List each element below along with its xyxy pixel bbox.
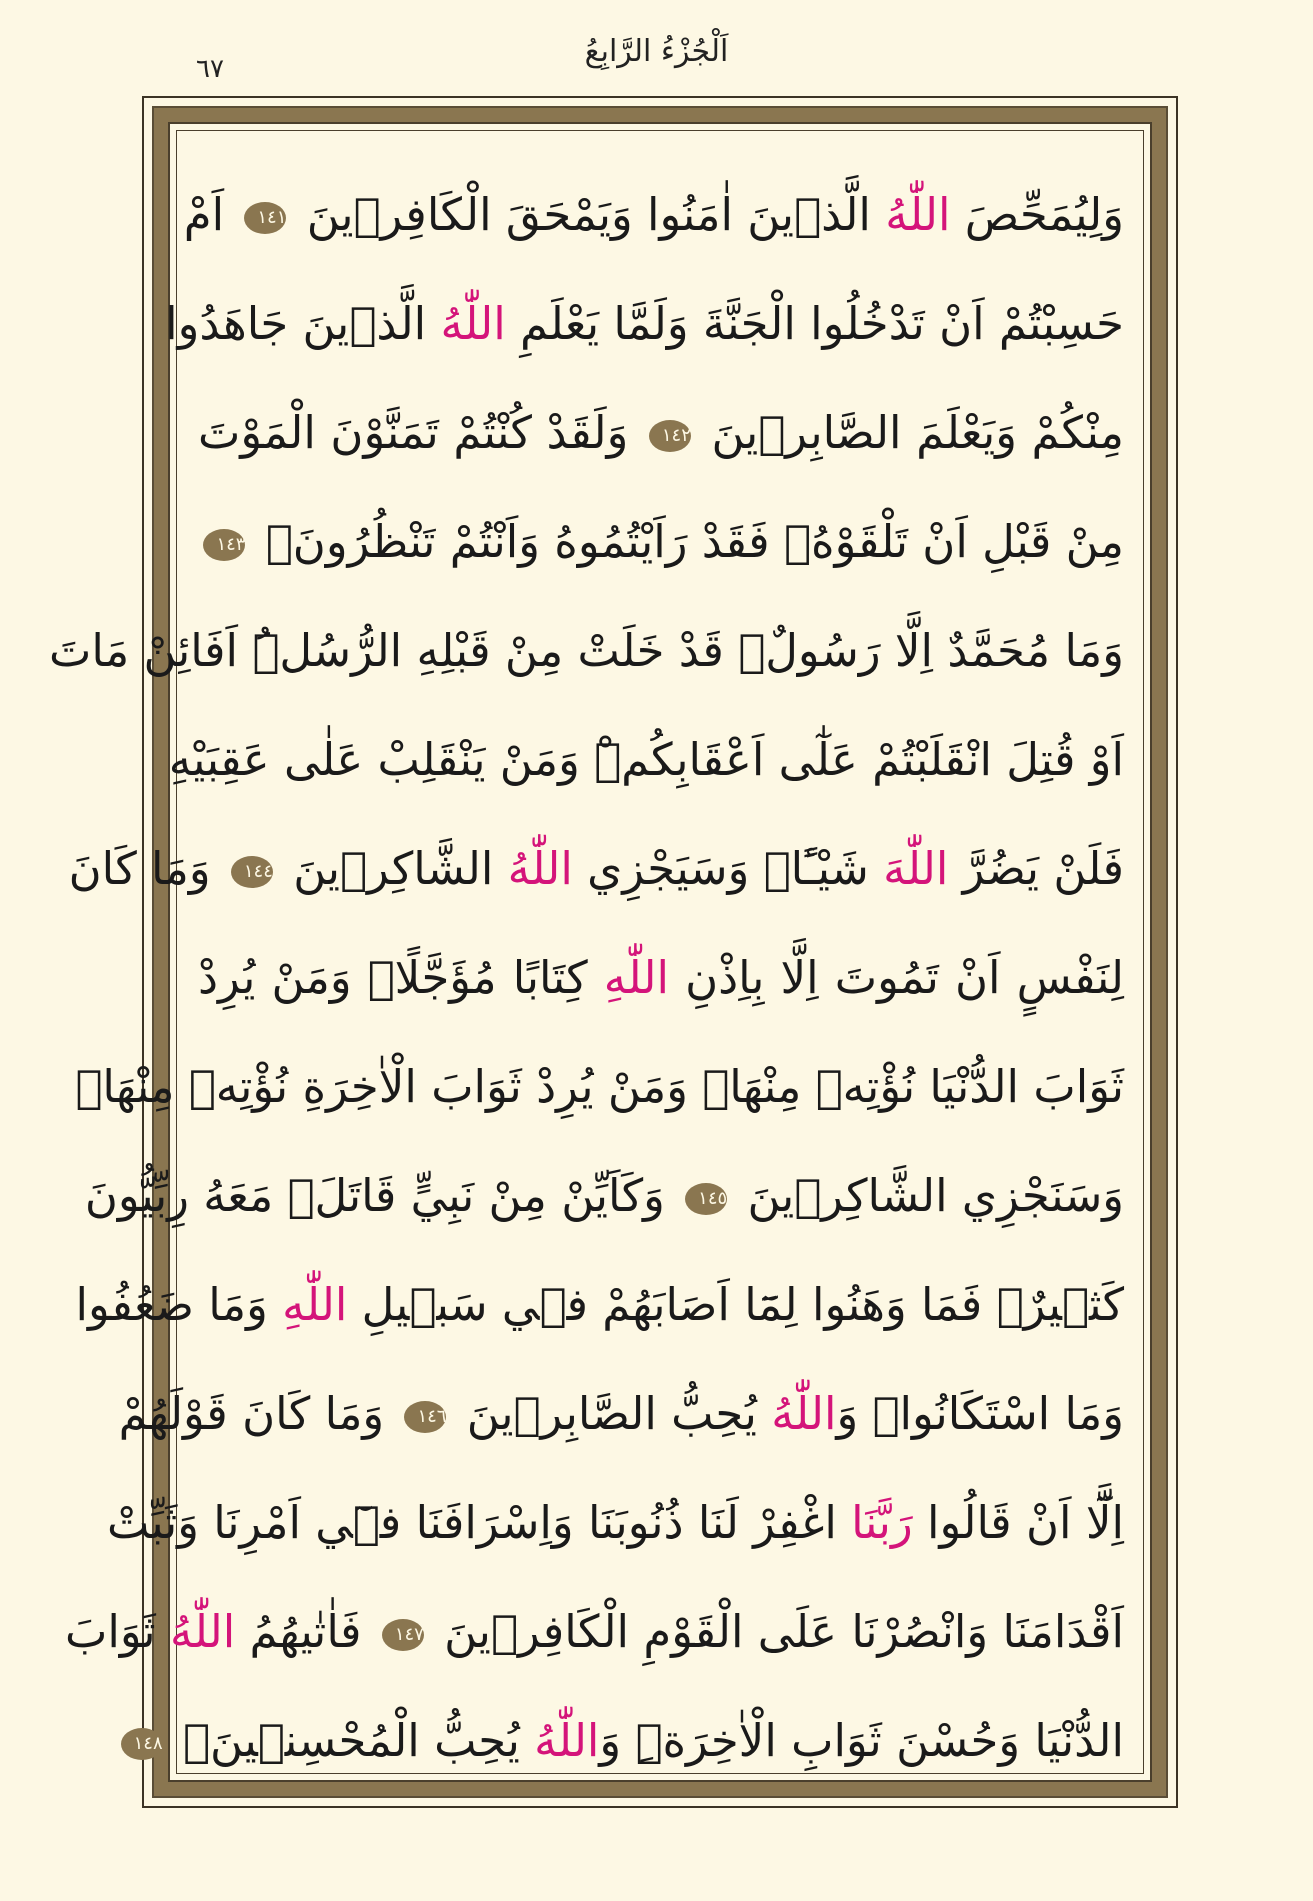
- verse-text: وَلَقَدْ كُنْتُمْ تَمَنَّوْنَ الْمَوْتَ: [198, 406, 643, 459]
- verse-text: مِنْ قَبْلِ اَنْ تَلْقَوْهُۖ فَقَدْ رَاَيْتُمُوهُ وَاَنْتُمْ تَنْظُرُونَ۟: [251, 515, 1124, 568]
- divine-name-highlight: رَبَّنَا: [851, 1496, 913, 1549]
- ayah-number-marker: ١٤٥: [685, 1183, 727, 1215]
- divine-name-highlight: اللّٰهَ: [883, 842, 949, 895]
- verse-text: اَقْدَامَنَا وَانْصُرْنَا عَلَى الْقَوْمِ الْكَافِر۪ينَ: [429, 1605, 1124, 1658]
- divine-name-highlight: اللّٰهُ: [507, 842, 573, 895]
- verse-text: وَمَا مُحَمَّدٌ اِلَّا رَسُولٌۚ قَدْ خَلَتْ مِنْ قَبْلِهِ الرُّسُلُۜ اَفَائِنْ مَاتَ: [49, 624, 1124, 677]
- divine-name-highlight: اللّٰهُ: [885, 188, 951, 241]
- text-line: [84, 1141, 1124, 1251]
- ayah-number-marker: ١٤٣: [203, 529, 245, 561]
- verse-text: وَمَا اسْتَكَانُواۜ وَ: [836, 1387, 1124, 1440]
- verse-text: مِنْكُمْ وَيَعْلَمَ الصَّابِر۪ينَ: [696, 406, 1125, 459]
- divine-name-highlight: اللّٰهُ: [534, 1714, 600, 1767]
- text-line: [75, 1032, 1124, 1142]
- verse-text: وَمَا كَانَ قَوْلَهُمْ: [118, 1387, 399, 1440]
- verse-text: الَّذ۪ينَ اٰمَنُوا وَيَمْحَقَ الْكَافِر۪ينَ: [292, 188, 886, 241]
- verse-text: اغْفِرْ لَنَا ذُنُوبَنَا وَاِسْرَافَنَا ف۪ٓي اَمْرِنَا وَثَبِّتْ: [106, 1496, 852, 1549]
- verse-text: يُحِبُّ الصَّابِر۪ينَ: [452, 1387, 772, 1440]
- verse-text: وَمَا ضَعُفُوا: [75, 1278, 283, 1331]
- text-line: [133, 1686, 1124, 1796]
- ayah-number-marker: ١٤٧: [382, 1619, 424, 1651]
- divine-name-highlight: اللّٰهِ: [282, 1278, 348, 1331]
- verse-text: ثَوَابَ: [65, 1605, 170, 1658]
- verse-text: فَلَنْ يَضُرَّ: [948, 842, 1124, 895]
- ayah-number-marker: ١٤١: [244, 202, 286, 234]
- text-line: [183, 160, 1124, 270]
- page-header: [0, 28, 1313, 88]
- text-line: [68, 814, 1124, 924]
- verse-text: اَمْ: [183, 188, 239, 241]
- verse-text: اِلَّٓا اَنْ قَالُوا: [912, 1496, 1124, 1549]
- verse-text: الَّذ۪ينَ جَاهَدُوا: [165, 297, 441, 350]
- verse-text: اَوْ قُتِلَ انْقَلَبْتُمْ عَلٰٓى اَعْقَابِكُمْۜ وَمَنْ يَنْقَلِبْ عَلٰى عَقِبَيْهِ: [168, 733, 1124, 786]
- text-line: [65, 1577, 1124, 1687]
- verse-text: كَث۪يرٌۚ فَمَا وَهَنُوا لِمَٓا اَصَابَهُمْ ف۪ي سَب۪يلِ: [347, 1278, 1124, 1331]
- verse-text: ثَوَابَ الدُّنْيَا نُؤْتِه۪ مِنْهَاۚ وَمَنْ يُرِدْ ثَوَابَ الْاٰخِرَةِ نُؤْتِه۪ مِنْهَاۜ: [75, 1060, 1124, 1113]
- text-line: [106, 1468, 1124, 1578]
- text-line: [75, 1250, 1124, 1360]
- divine-name-highlight: اللّٰهُ: [771, 1387, 837, 1440]
- quran-text-block: [49, 160, 1125, 1767]
- divine-name-highlight: اللّٰهِ: [603, 951, 670, 1004]
- verse-text: وَمَا كَانَ: [68, 842, 225, 895]
- verse-text: فَاٰتٰيهُمُ: [235, 1605, 376, 1658]
- verse-text: حَسِبْتُمْ اَنْ تَدْخُلُوا الْجَنَّةَ وَلَمَّا يَعْلَمِ: [505, 297, 1124, 350]
- verse-text: الشَّاكِر۪ينَ: [278, 842, 508, 895]
- verse-text: لِنَفْسٍ اَنْ تَمُوتَ اِلَّا بِاِذْنِ: [669, 951, 1125, 1004]
- ayah-number-marker: ١٤٦: [404, 1401, 446, 1433]
- text-line: [165, 269, 1124, 379]
- text-line: [118, 1359, 1124, 1469]
- verse-text: يُحِبُّ الْمُحْسِن۪ينَ۟: [168, 1714, 535, 1767]
- divine-name-highlight: اللّٰهُ: [440, 297, 506, 350]
- text-line: [49, 596, 1124, 706]
- verse-text: وَسَنَجْزِي الشَّاكِر۪ينَ: [733, 1169, 1124, 1222]
- divine-name-highlight: اللّٰهُ: [169, 1605, 236, 1658]
- text-line: [198, 378, 1124, 488]
- page-number: ٦٧: [196, 54, 224, 84]
- verse-text: وَكَاَيِّنْ مِنْ نَبِيٍّ قَاتَلَۙ مَعَهُ رِبِّيُّونَ: [84, 1169, 680, 1222]
- juz-title: اَلْجُزْءُ الرَّابِعُ: [584, 34, 729, 69]
- ayah-number-marker: ١٤٤: [231, 856, 273, 888]
- verse-text: شَيْـًٔاۜ وَسَيَجْزِي: [572, 842, 884, 895]
- verse-text: وَلِيُمَحِّصَ: [950, 188, 1124, 241]
- verse-text: الدُّنْيَا وَحُسْنَ ثَوَابِ الْاٰخِرَةِۜ وَ: [599, 1714, 1124, 1767]
- text-line: [198, 487, 1124, 597]
- ayah-number-marker: ١٤٨: [121, 1728, 163, 1760]
- text-line: [168, 705, 1124, 815]
- verse-text: كِتَابًا مُؤَجَّلًاۜ وَمَنْ يُرِدْ: [198, 951, 604, 1004]
- ayah-number-marker: ١٤٢: [649, 420, 691, 452]
- text-line: [198, 923, 1124, 1033]
